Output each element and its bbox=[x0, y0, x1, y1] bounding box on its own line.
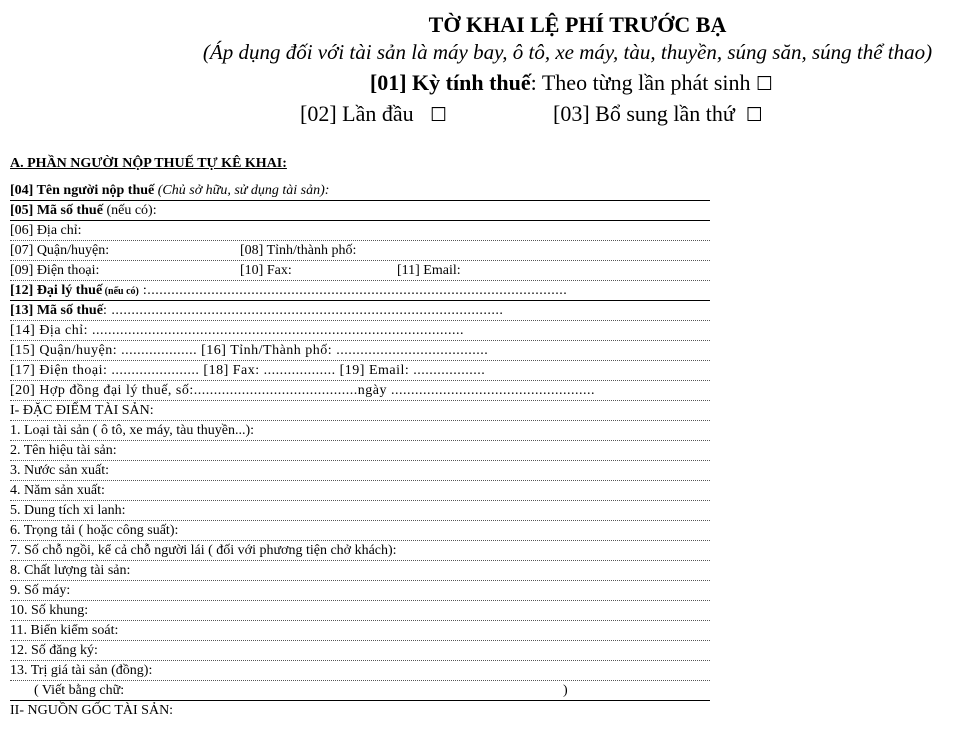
form-title: TỜ KHAI LỆ PHÍ TRƯỚC BẠ bbox=[428, 12, 727, 37]
field-04-note: (Chủ sở hữu, sử dụng tài sản): bbox=[154, 183, 330, 198]
asset-item-label: 13. Trị giá tài sản (đồng): bbox=[10, 663, 153, 678]
section-i-heading bbox=[10, 401, 710, 421]
field-06-label: [06] Địa chỉ: bbox=[10, 223, 82, 238]
asset-item[interactable] bbox=[10, 421, 710, 441]
field-05-tax-code[interactable] bbox=[10, 201, 710, 221]
field-12-tax-agent[interactable] bbox=[10, 281, 710, 301]
asset-item-label: 3. Nước sản xuất: bbox=[10, 463, 109, 478]
asset-item-label: 1. Loại tài sản ( ô tô, xe máy, tàu thuyền...): bbox=[10, 423, 255, 438]
field-05-note: (nếu có): bbox=[102, 203, 157, 218]
asset-item-label: 11. Biển kiểm soát: bbox=[10, 623, 119, 638]
supplement-option bbox=[553, 101, 763, 127]
field-11-label: [11] Email: bbox=[397, 263, 461, 278]
first-time-label: [02] Lần đầu bbox=[300, 101, 414, 126]
field-15-16-label: [15] Quận/huyện: ................... [16] Tỉnh/Thành phố: ...................................... bbox=[10, 343, 489, 358]
field-04-label: [04] Tên người nộp thuế bbox=[10, 183, 155, 198]
tax-period-code: [01] Kỳ tính thuế bbox=[369, 70, 531, 95]
asset-item[interactable] bbox=[10, 501, 710, 521]
asset-item[interactable] bbox=[10, 481, 710, 501]
field-13-fill: : .................................................................................................. bbox=[102, 303, 504, 318]
asset-item[interactable] bbox=[10, 441, 710, 461]
asset-item-label: 7. Số chỗ ngồi, kể cả chỗ người lái ( đối với phương tiện chở khách): bbox=[10, 543, 397, 558]
tax-period-text: : Theo từng lần phát sinh bbox=[530, 70, 751, 95]
first-time-option bbox=[300, 101, 447, 127]
section-ii-heading bbox=[10, 701, 710, 720]
first-time-checkbox[interactable]: ☐ bbox=[430, 104, 448, 126]
field-04-taxpayer-name[interactable] bbox=[10, 181, 710, 201]
field-20-label: [20] Hợp đồng đại lý thuế, số:.........................................ngày ................................................... bbox=[10, 383, 595, 398]
asset-item-label: 6. Trọng tải ( hoặc công suất): bbox=[10, 523, 179, 538]
section-i-label: I- ĐẶC ĐIỂM TÀI SẢN: bbox=[10, 403, 154, 418]
tax-period-line bbox=[86, 70, 971, 96]
value-in-words[interactable] bbox=[10, 681, 710, 701]
field-12-label: [12] Đại lý thuế bbox=[10, 283, 103, 298]
field-09-11-contact[interactable] bbox=[10, 261, 710, 281]
field-05-label: [05] Mã số thuế bbox=[10, 203, 103, 218]
asset-item-label: 8. Chất lượng tài sản: bbox=[10, 563, 131, 578]
asset-item-label: 10. Số khung: bbox=[10, 603, 89, 618]
field-20-agent-contract[interactable] bbox=[10, 381, 710, 401]
asset-item[interactable] bbox=[10, 581, 710, 601]
asset-item-label: 12. Số đăng ký: bbox=[10, 643, 98, 658]
tax-period-checkbox[interactable]: ☐ bbox=[756, 73, 774, 95]
supplement-checkbox[interactable]: ☐ bbox=[745, 104, 763, 126]
field-12-fill: :......................................................................................................... bbox=[138, 283, 568, 298]
field-14-agent-address[interactable] bbox=[10, 321, 710, 341]
field-17-19-label: [17] Điện thoại: ...................... [18] Fax: .................. [19] Email: .................. bbox=[10, 363, 486, 378]
declaration-form bbox=[10, 181, 710, 720]
asset-item[interactable] bbox=[10, 561, 710, 581]
asset-item[interactable] bbox=[10, 661, 710, 681]
field-09-label: [09] Điện thoại: bbox=[10, 263, 100, 278]
supplement-label: [03] Bổ sung lần thứ bbox=[553, 101, 735, 126]
field-17-19-agent-contact[interactable] bbox=[10, 361, 710, 381]
section-a-heading: A. PHẦN NGƯỜI NỘP THUẾ TỰ KÊ KHAI: bbox=[10, 156, 287, 171]
asset-item-label: 4. Năm sản xuất: bbox=[10, 483, 105, 498]
asset-item-label: 5. Dung tích xi lanh: bbox=[10, 503, 126, 518]
form-subtitle: (Áp dụng đối với tài sản là máy bay, ô tô, xe máy, tàu, thuyền, súng săn, súng thể thao) bbox=[202, 40, 933, 64]
asset-item-label: 9. Số máy: bbox=[10, 583, 71, 598]
field-15-16-agent-district-province[interactable] bbox=[10, 341, 710, 361]
asset-item[interactable] bbox=[10, 641, 710, 661]
section-ii-label: II- NGUỒN GỐC TÀI SẢN: bbox=[10, 703, 174, 718]
asset-item[interactable] bbox=[10, 601, 710, 621]
field-12-note: (nếu có) bbox=[102, 286, 139, 297]
field-10-label: [10] Fax: bbox=[240, 263, 292, 278]
asset-item[interactable] bbox=[10, 521, 710, 541]
asset-item[interactable] bbox=[10, 541, 710, 561]
asset-item-label: 2. Tên hiệu tài sản: bbox=[10, 443, 117, 458]
value-in-words-close: ) bbox=[563, 683, 568, 698]
value-in-words-label: ( Viết bằng chữ: bbox=[34, 683, 125, 698]
field-13-agent-tax-code[interactable] bbox=[10, 301, 710, 321]
field-08-label: [08] Tỉnh/thành phố: bbox=[240, 243, 357, 258]
field-14-label: [14] Địa chỉ: ............................................................................................. bbox=[10, 323, 465, 338]
asset-item[interactable] bbox=[10, 621, 710, 641]
field-07-08-district-province[interactable] bbox=[10, 241, 710, 261]
field-13-label: [13] Mã số thuế bbox=[10, 303, 103, 318]
field-06-address[interactable] bbox=[10, 221, 710, 241]
field-07-label: [07] Quận/huyện: bbox=[10, 243, 110, 258]
asset-item[interactable] bbox=[10, 461, 710, 481]
